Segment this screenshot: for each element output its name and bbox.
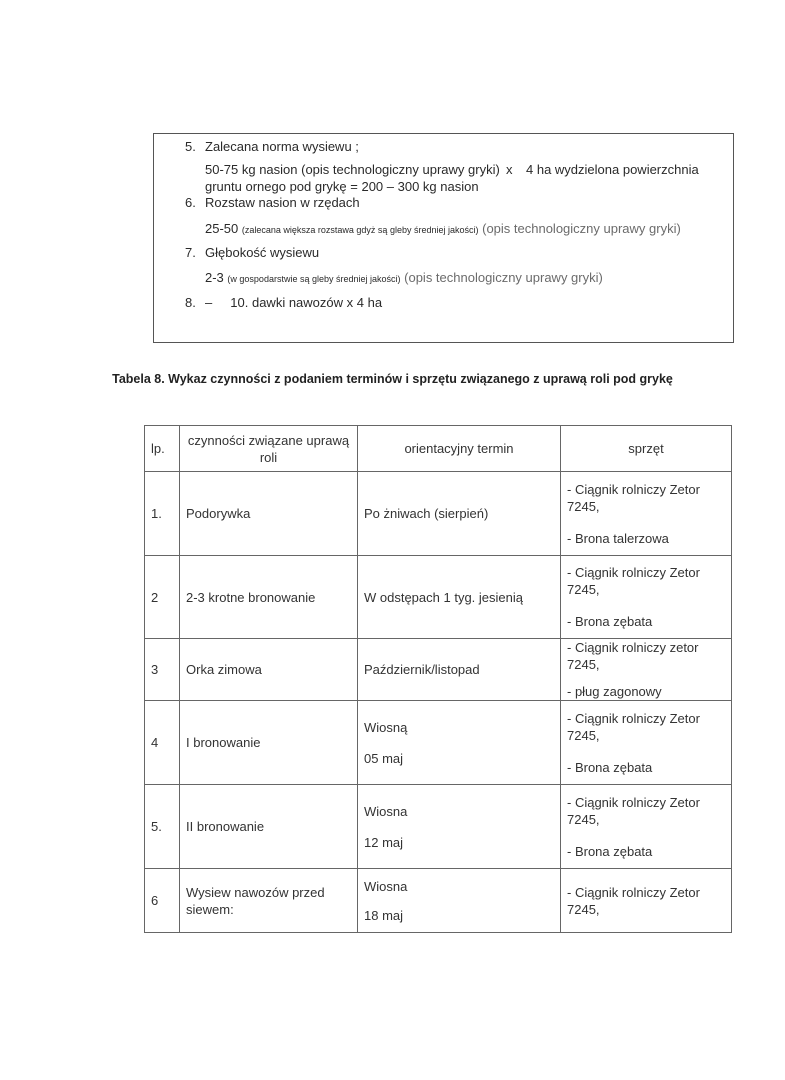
row-equipment [561, 639, 732, 701]
equipment-line: - Ciągnik rolniczy zetor 7245, [567, 640, 699, 672]
table-row [145, 701, 732, 785]
row-lp: 6 [145, 869, 180, 933]
equipment-line: - Ciągnik rolniczy Zetor 7245, [567, 481, 700, 514]
works-table [144, 425, 732, 933]
equipment-line: - pług zagonowy [567, 684, 662, 699]
item-5-label: Zalecana norma wysiewu ; [205, 139, 359, 154]
header-equipment: sprzęt [561, 426, 732, 472]
table-row [145, 639, 732, 701]
equipment-line: - Ciągnik rolniczy Zetor 7245, [567, 710, 700, 743]
row-equipment [561, 869, 732, 933]
row-equipment [561, 556, 732, 639]
table-header-row [145, 426, 732, 472]
row-term: Październik/listopad [358, 639, 561, 701]
item-7-label: Głębokość wysiewu [205, 245, 320, 260]
term-line: 05 maj [364, 750, 404, 766]
term-line: 18 maj [364, 907, 404, 923]
item-5-number: 5. [185, 139, 196, 154]
row-activity: Orka zimowa [180, 639, 358, 701]
table-row [145, 869, 732, 933]
row-equipment [561, 701, 732, 785]
row-activity: I bronowanie [180, 701, 358, 785]
term-line: Wiosna [364, 803, 408, 819]
item-5-line-1x: x [506, 162, 513, 177]
equipment-line: - Ciągnik rolniczy Zetor 7245, [567, 565, 700, 597]
table-caption: Tabela 8. Wykaz czynności z podaniem terminów i sprzętu związanego z uprawą roli pod grykę [112, 372, 673, 386]
row-activity: II bronowanie [180, 785, 358, 869]
item-6-label: Rozstaw nasion w rzędach [205, 195, 360, 210]
row-activity: 2-3 krotne bronowanie [180, 556, 358, 639]
notes-box [153, 133, 734, 343]
item-5-line-1b: 4 ha wydzielona powierzchnia [526, 162, 699, 177]
table-row [145, 472, 732, 556]
row-lp: 1. [145, 472, 180, 556]
equipment-line: - Brona zębata [567, 614, 653, 629]
item-6-note: (zalecana większa rozstawa gdyż są gleby średniej jakości) [241, 225, 479, 235]
item-7-number: 7. [185, 245, 196, 260]
row-lp: 4 [145, 701, 180, 785]
equipment-line: - Ciągnik rolniczy Zetor 7245, [567, 794, 700, 827]
row-equipment [561, 472, 732, 556]
item-8-label: – 10. dawki nawozów x 4 ha [205, 295, 383, 310]
row-term [358, 701, 561, 785]
header-lp: lp. [145, 426, 180, 472]
row-activity: Podorywka [180, 472, 358, 556]
item-7-value-line [205, 269, 603, 288]
row-lp: 3 [145, 639, 180, 701]
equipment-line: - Ciągnik rolniczy Zetor 7245, [567, 884, 700, 917]
row-term [358, 785, 561, 869]
table-row [145, 785, 732, 869]
table-row [145, 556, 732, 639]
term-line: Wiosna [364, 878, 408, 894]
item-6-number: 6. [185, 195, 196, 210]
item-5-line-2: gruntu ornego pod grykę = 200 – 300 kg nasion [205, 179, 479, 194]
row-lp: 2 [145, 556, 180, 639]
row-term [358, 869, 561, 933]
item-6-source: (opis technologiczny uprawy gryki) [482, 221, 681, 236]
row-equipment [561, 785, 732, 869]
item-7-value: 2-3 [205, 270, 224, 285]
row-lp: 5. [145, 785, 180, 869]
header-term: orientacyjny termin [358, 426, 561, 472]
item-6-value: 25-50 [205, 221, 239, 236]
item-8-number: 8. [185, 295, 196, 310]
header-activity: czynności związane uprawą roli [180, 426, 358, 472]
row-term: W odstępach 1 tyg. jesienią [358, 556, 561, 639]
equipment-line: - Brona talerzowa [567, 530, 669, 546]
term-line: Wiosną [364, 719, 408, 735]
item-7-note: (w gospodarstwie są gleby średniej jakości) [227, 274, 401, 284]
row-activity: Wysiew nawozów przed siewem: [180, 869, 358, 933]
item-5-line-1a: 50-75 kg nasion (opis technologiczny uprawy gryki) [205, 162, 500, 177]
item-7-source: (opis technologiczny uprawy gryki) [404, 270, 603, 285]
term-line: 12 maj [364, 834, 404, 850]
row-term: Po żniwach (sierpień) [358, 472, 561, 556]
equipment-line: - Brona zębata [567, 843, 653, 859]
equipment-line: - Brona zębata [567, 759, 653, 775]
item-6-value-line [205, 220, 681, 239]
